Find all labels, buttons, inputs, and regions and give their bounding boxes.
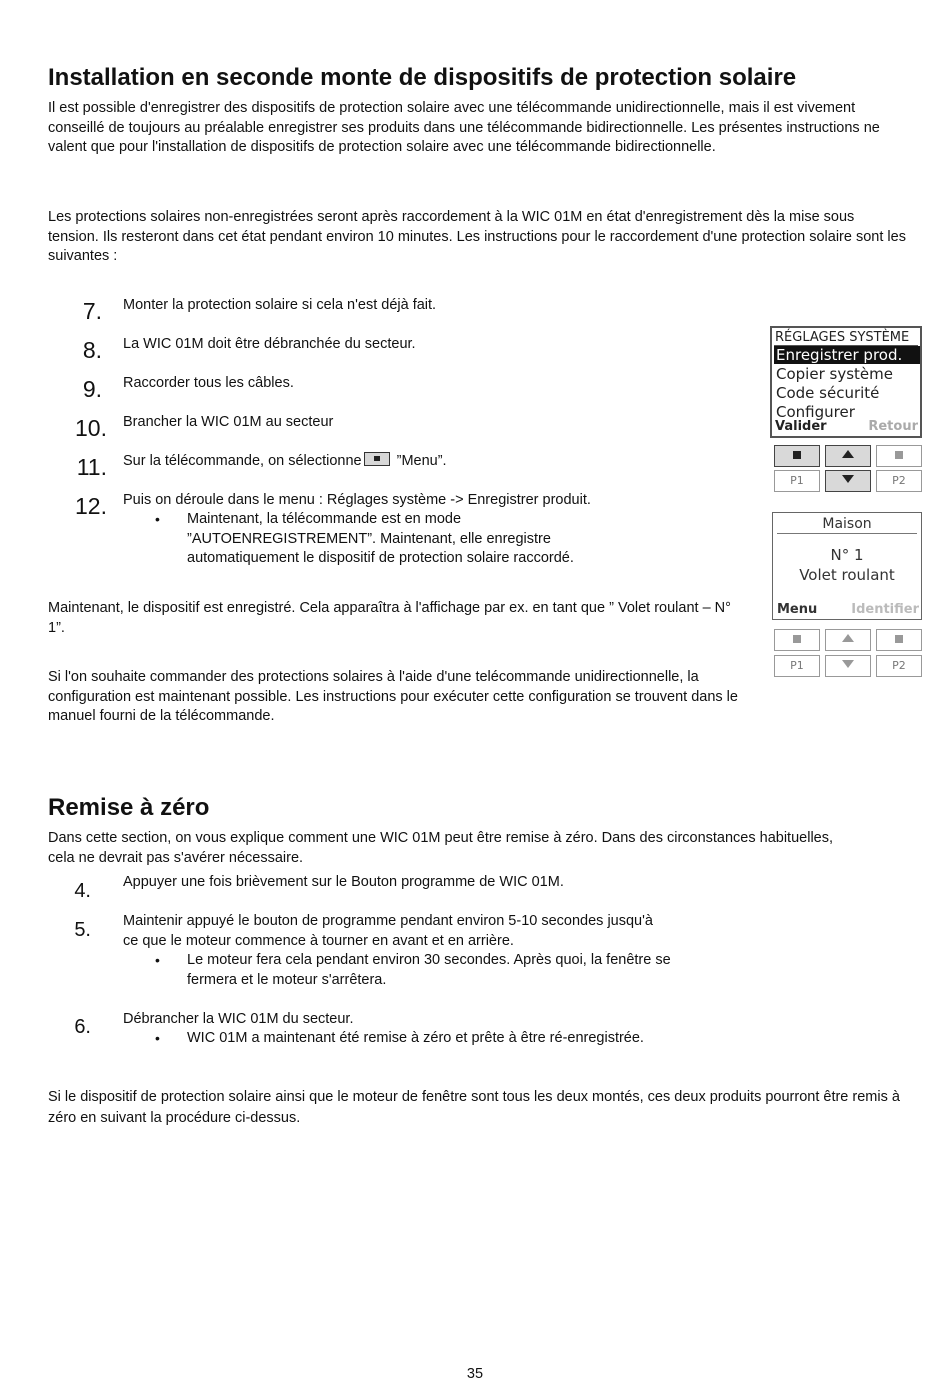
remote-stop-right-button [876,445,922,467]
menu-item: Configurer [776,403,855,421]
menu-item: Copier système [776,365,893,383]
bullet: • [155,952,160,968]
remote-p2-button: P2 [876,470,922,492]
step-number: 12. [75,493,107,519]
reset-intro-paragraph: Dans cette section, on vous explique comment une WIC 01M peut être remise à zéro. Dans des circonstances habituelles, cela ne devrait pas s'avérer nécessaire. [48,830,834,866]
step-number: 9. [82,376,102,402]
square-icon [895,451,903,459]
page-number: 35 [466,1366,484,1382]
bullet: • [155,511,160,527]
arrow-down-icon [842,475,854,483]
registered-paragraph: Maintenant, le dispositif est enregistré. Cela apparaîtra à l'affichage par ex. en tant que ” Volet roulant – N° 1”. [48,600,731,636]
arrow-up-icon [842,450,854,458]
step-text: Maintenir appuyé le bouton de programme pendant environ 5-10 secondes jusqu'à ce que le moteur commence à tourner en avant et en arrière. [123,913,653,949]
step-number: 5. [74,919,91,941]
step-text: Monter la protection solaire si cela n'est déjà fait. [123,297,437,313]
step-number: 8. [82,337,102,363]
menu-item: Code sécurité [776,384,880,402]
soft-key-right-label: Identifier [851,602,919,617]
bullet-text: WIC 01M a maintenant été remise à zéro et prête à être ré-enregistrée. [187,1030,644,1046]
step-text: Raccorder tous les câbles. [123,375,294,391]
display-header: Maison [822,516,872,532]
intro-paragraph: Il est possible d'enregistrer des dispositifs de protection solaire avec une télécommande unidirectionnelle, mais il est vivement conseillé de toujours au préalable enregistrer ses produits dans une télécommande bidirectionnelle. Les présentes instructions ne valent que pour l'installation de dispositifs de protection solaire avec une télécommande bidirectionnelle. [48,100,880,156]
bullet-text: Le moteur fera cela pendant environ 30 secondes. Après quoi, la fenêtre se fermera et le moteur s'arrêtera. [187,952,671,988]
step-text: Puis on déroule dans le menu : Réglages système -> Enregistrer produit. [123,492,591,508]
step-text-before: Sur la télécommande, on sélectionne [123,453,362,469]
menu-button-icon [364,452,390,466]
step-text-after: ”Menu”. [392,453,447,469]
step-text [123,452,447,472]
step-text: La WIC 01M doit être débranchée du secteur. [123,336,416,352]
square-icon [793,451,801,459]
remote-down-button [825,655,871,677]
bullet: • [155,1030,160,1046]
remote-up-button [825,445,871,467]
step-number: 4. [74,880,91,902]
step-text: Brancher la WIC 01M au secteur [123,414,334,430]
soft-key-right-label: Retour [868,419,918,434]
section-title-reset: Remise à zéro [48,794,210,821]
square-icon [895,635,903,643]
arrow-down-icon [842,660,854,668]
step-number: 11. [76,454,107,480]
menu-item: Enregistrer prod. [776,346,903,364]
remote-stop-left-button [774,445,820,467]
unidirectional-paragraph: Si l'on souhaite commander des protections solaires à l'aide d'une telécommande unidirectionnelle, la configuration est maintenant possible. Les instructions pour exécuter cette configuration se trouvent dans le manuel fourni de la télécommande. [48,669,738,725]
step-number: 7. [82,298,102,324]
remote-p2-button: P2 [876,655,922,677]
section-title-installation: Installation en seconde monte de dispositifs de protection solaire [48,64,797,91]
display-divider [777,533,917,534]
step-text: Débrancher la WIC 01M du secteur. [123,1011,354,1027]
square-icon [793,635,801,643]
remote-display-home [772,512,922,620]
remote-up-button [825,629,871,651]
display-header: RÉGLAGES SYSTÈME [775,330,910,345]
step-number: 10. [75,415,107,441]
soft-key-left-label: Valider [775,419,827,434]
remote-display-system-settings [770,326,922,438]
step-text: Appuyer une fois brièvement sur le Bouton programme de WIC 01M. [123,874,564,890]
remote-stop-right-button [876,629,922,651]
remote-stop-left-button [774,629,820,651]
reset-closing-paragraph: Si le dispositif de protection solaire ainsi que le moteur de fenêtre sont tous les deux montés, ces deux produits pourront être remis à zéro en suivant la procédure ci-dessus. [48,1089,900,1126]
connection-paragraph: Les protections solaires non-enregistrées seront après raccordement à la WIC 01M en état d'enregistrement dès la mise sous tension. Ils resteront dans cet état pendant environ 10 minutes. Les instructions pour le raccordement d'une protection solaire sont les suivantes : [48,209,906,265]
step-number: 6. [74,1016,91,1038]
soft-key-left-label: Menu [777,602,818,617]
bullet-text: Maintenant, la télécommande est en mode ”AUTOENREGISTREMENT”. Maintenant, elle enregistre automatiquement le dispositif de protection solaire raccordé. [187,511,574,567]
arrow-up-icon [842,634,854,642]
remote-p1-button: P1 [774,655,820,677]
remote-down-button [825,470,871,492]
device-number: N° 1 [830,546,864,564]
device-type: Volet roulant [799,566,895,584]
remote-p1-button: P1 [774,470,820,492]
